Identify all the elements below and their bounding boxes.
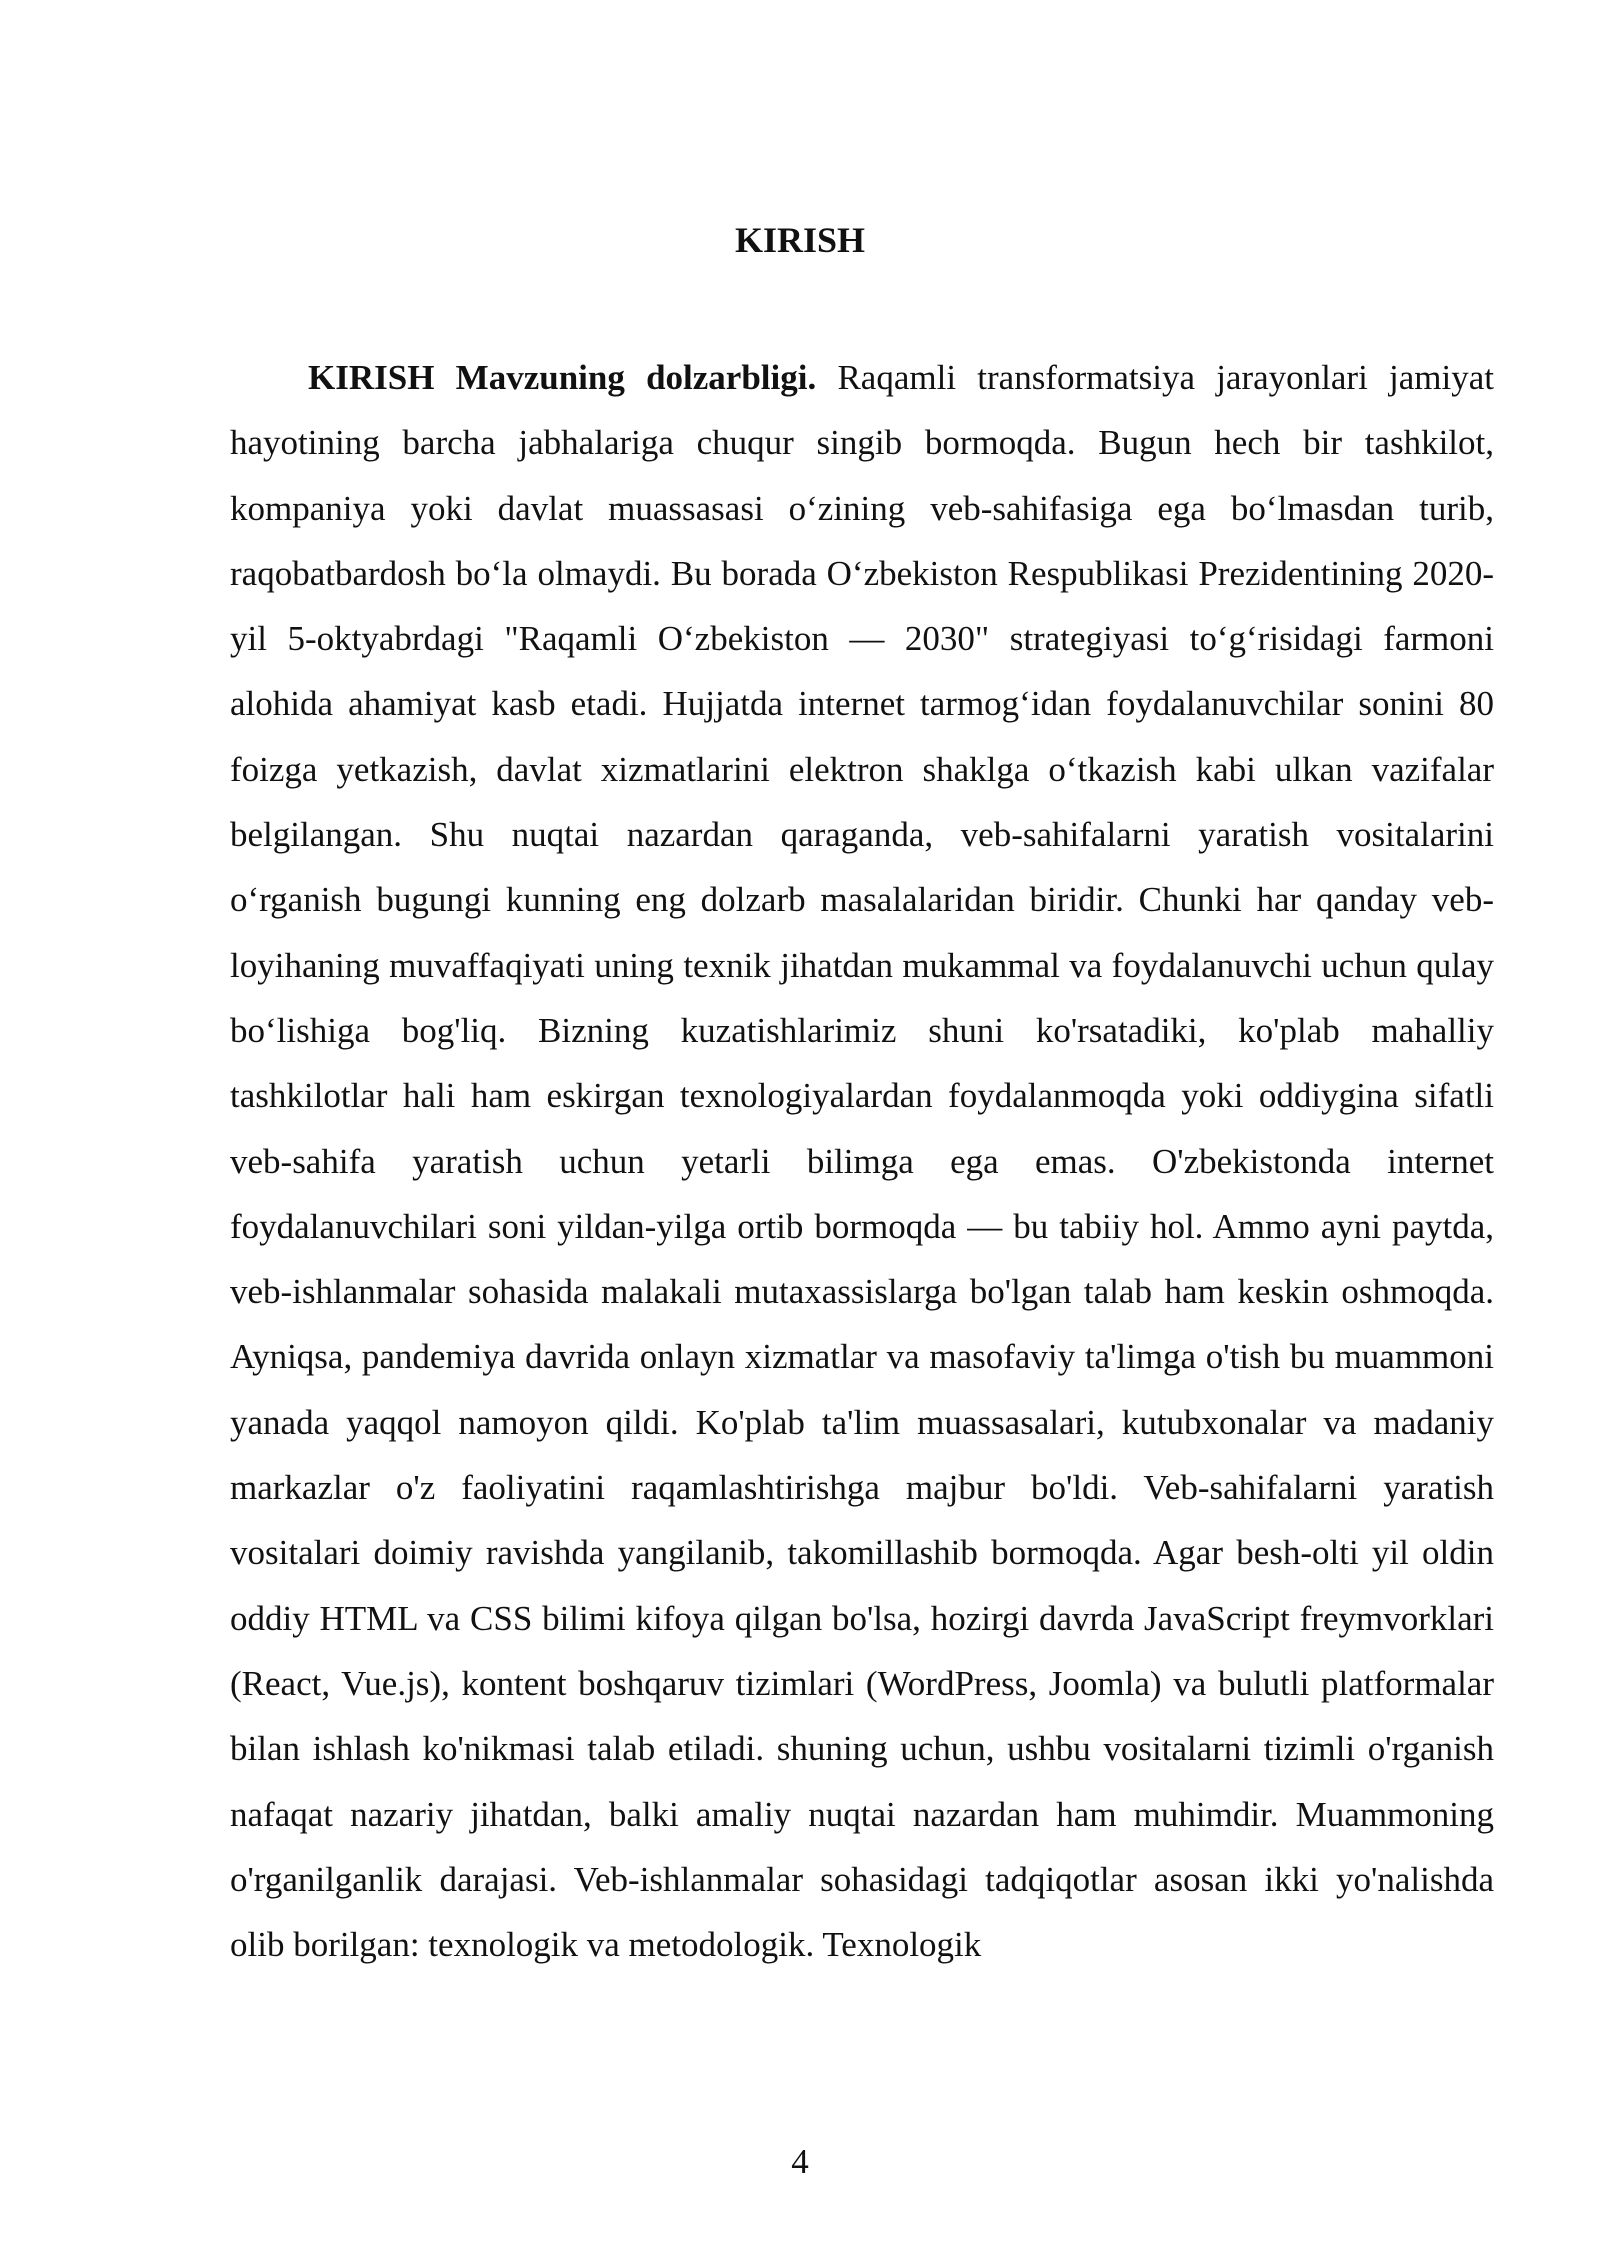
paragraph-text: Raqamli transformatsiya jarayonlari jamiyat hayotining barcha jabhalariga chuqur singib bormoqda. Bugun hech bir tashkilot, kompaniya yoki davlat muassasasi o‘zining veb-sahifasiga ega bo‘lmasdan turib, raqobatbardosh bo‘la olmaydi. Bu borada O‘zbekiston Respublikasi Prezidentining 2020-yil 5-oktyabrdagi "Raqamli O‘zbekiston — 2030" strategiyasi to‘g‘risidagi farmoni alohida ahamiyat kasb etadi. Hujjatda internet tarmog‘idan foydalanuvchilar sonini 80 foizga yetkazish, davlat xizmatlarini elektron shaklga o‘tkazish kabi ulkan vazifalar belgilangan. Shu nuqtai nazardan qaraganda, veb-sahifalarni yaratish vositalarini o‘rganish bugungi kunning eng dolzarb masalalaridan biridir. Chunki har qanday veb-loyihaning muvaffaqiyati uning texnik jihatdan mukammal va foydalanuvchi uchun qulay bo‘lishiga bog'liq. Bizning kuzatishlarimiz shuni ko'rsatadiki, ko'plab mahalliy tashkilotlar hali ham eskirgan texnologiyalardan foydalanmoqda yoki oddiygina sifatli veb-sahifa yaratish uchun yetarli bilimga ega emas. O'zbekistonda internet foydalanuvchilari soni yildan-yilga ortib bormoqda — bu tabiiy hol. Ammo ayni paytda, veb-ishlanmalar sohasida malakali mutaxassislarga bo'lgan talab ham keskin oshmoqda. Ayniqsa, pandemiya davrida onlayn xizmatlar va masofaviy ta'limga o'tish bu muammoni yanada yaqqol namoyon qildi. Ko'plab ta'lim muassasalari, kutubxonalar va madaniy markazlar o'z faoliyatini raqamlashtirishga majbur bo'ldi. Veb-sahifalarni yaratish vositalari doimiy ravishda yangilanib, takomillashib bormoqda. Agar besh-olti yil oldin oddiy HTML va CSS bilimi kifoya qilgan bo'lsa, hozirgi davrda JavaScript freymvorklari (React, Vue.js), kontent boshqaruv tizimlari (WordPress, Joomla) va bulutli platformalar bilan ishlash ko'nikmasi talab etiladi. shuning uchun, ushbu vositalarni tizimli o'rganish nafaqat nazariy jihatdan, balki amaliy nuqtai nazardan ham muhimdir. Muammoning o'rganilganlik darajasi. Veb-ishlanmalar sohasidagi tadqiqotlar asosan ikki yo'nalishda olib borilgan: texnologik va metodologik. Texnologik	[230, 358, 1494, 1965]
page-number: 4	[791, 2142, 809, 2181]
paragraph-lead: KIRISH Mavzuning dolzarbligi.	[308, 358, 817, 397]
body-paragraph	[230, 345, 1494, 1977]
page-title: KIRISH	[734, 220, 866, 260]
